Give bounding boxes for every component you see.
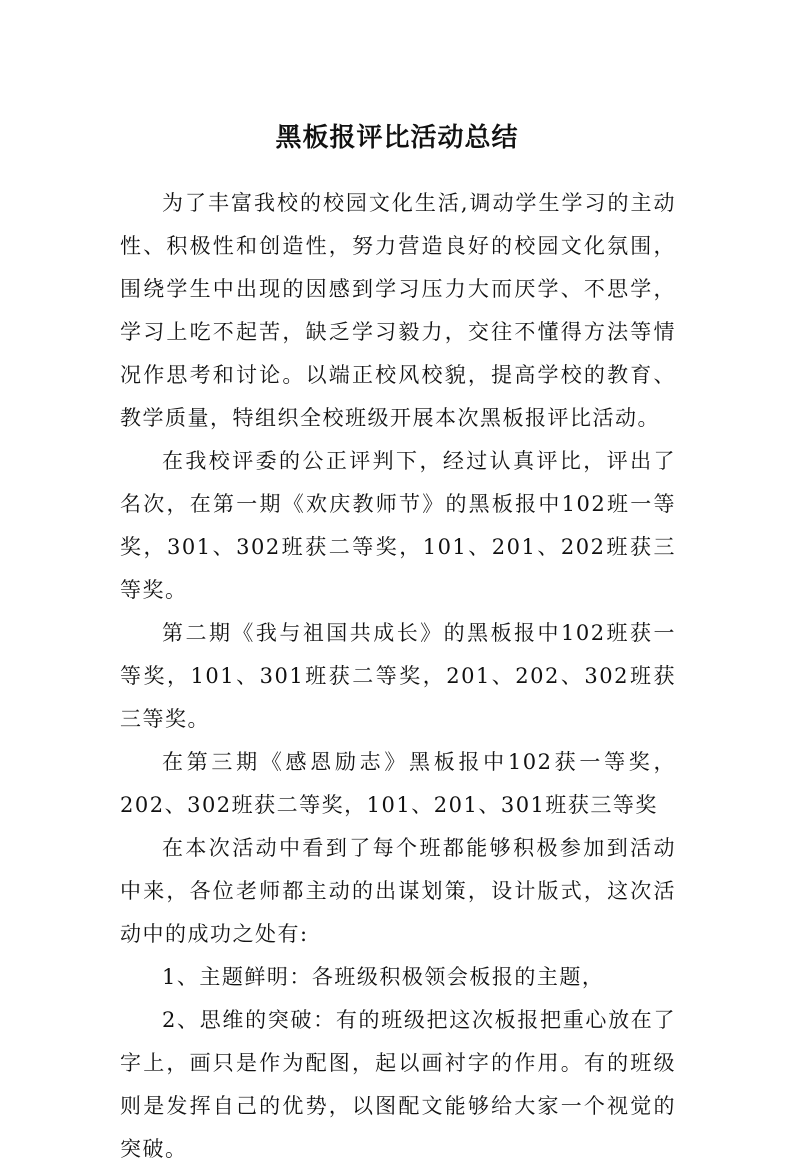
document-body bbox=[120, 182, 676, 1171]
document-title: 黑板报评比活动总结 bbox=[275, 123, 519, 153]
paragraph-results-third-issue: 在第三期《感恩励志》黑板报中102获一等奖，202、302班获二等奖，101、201、301班获三等奖 bbox=[120, 750, 676, 817]
paragraph-results-first-issue: 在我校评委的公正评判下，经过认真评比，评出了名次，在第一期《欢庆教师节》的黑板报中102班一等奖，301、302班获二等奖，101、201、202班获三等奖。 bbox=[120, 449, 676, 602]
paragraph-observations: 在本次活动中看到了每个班都能够积极参加到活动中来，各位老师都主动的出谋划策，设计版式，这次活动中的成功之处有: bbox=[120, 836, 676, 946]
paragraph-point-1: 1、主题鲜明：各班级积极领会板报的主题， bbox=[162, 965, 605, 989]
paragraph-point-2: 2、思维的突破：有的班级把这次板报把重心放在了字上，画只是作为配图，起以画衬字的作用。有的班级则是发挥自己的优势，以图配文能够给大家一个视觉的突破。 bbox=[120, 1008, 676, 1161]
paragraph-results-second-issue: 第二期《我与祖国共成长》的黑板报中102班获一等奖，101、301班获二等奖，201、202、302班获三等奖。 bbox=[120, 621, 676, 731]
paragraph-intro: 为了丰富我校的校园文化生活,调动学生学习的主动性、积极性和创造性，努力营造良好的校园文化氛围，围绕学生中出现的因感到学习压力大而厌学、不思学，学习上吃不起苦，缺乏学习毅力，交往不懂得方法等情况作思考和讨论。以端正校风校貌，提高学校的教育、教学质量，特组织全校班级开展本次黑板报评比活动。 bbox=[120, 191, 676, 430]
